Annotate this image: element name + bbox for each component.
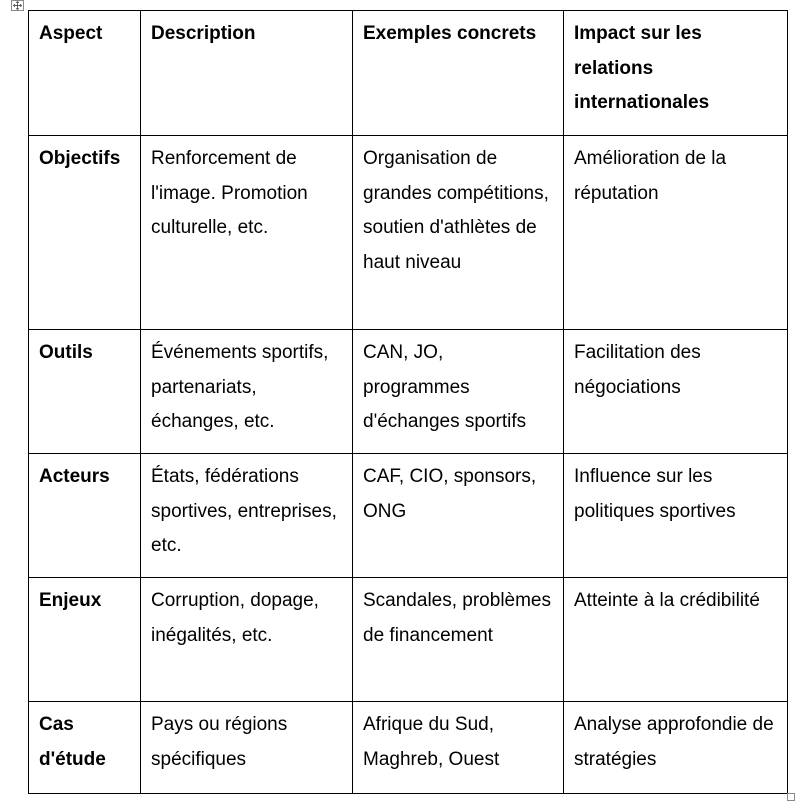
impact-text: Facilitation des négociations [574,342,701,398]
description-text: Pays ou régions spécifiques [151,714,288,770]
header-cell-impact[interactable] [564,11,788,136]
cell-impact[interactable] [564,330,788,454]
aspect-text: Objectifs [39,148,121,169]
cell-impact[interactable] [564,702,788,794]
content-table [28,10,788,794]
exemples-text: Scandales, problèmes de financement [363,590,551,646]
impact-text: Amélioration de la réputation [574,148,727,204]
header-cell-aspect[interactable] [29,11,141,136]
cell-description[interactable] [141,578,353,702]
cell-description[interactable] [141,136,353,330]
header-exemples-text: Exemples concrets [363,23,537,44]
header-cell-exemples[interactable] [353,11,564,136]
table-row [29,454,788,578]
cell-impact[interactable] [564,454,788,578]
aspect-text: Outils [39,342,93,363]
cell-exemples[interactable] [353,330,564,454]
impact-text: Analyse approfondie de stratégies [574,714,774,770]
aspect-text: Cas d'étude [39,714,106,770]
cell-aspect[interactable] [29,578,141,702]
cell-exemples[interactable] [353,702,564,794]
impact-text: Influence sur les politiques sportives [574,466,736,522]
header-impact-text: Impact sur les relations internationales [574,23,710,113]
aspect-text: Acteurs [39,466,110,487]
description-text: Renforcement de l'image. Promotion culturelle, etc. [151,148,308,238]
aspect-text: Enjeux [39,590,102,611]
cell-exemples[interactable] [353,454,564,578]
table-row [29,578,788,702]
cell-aspect[interactable] [29,702,141,794]
exemples-text: CAN, JO, programmes d'échanges sportifs [363,342,527,432]
cell-description[interactable] [141,702,353,794]
cell-description[interactable] [141,330,353,454]
cell-aspect[interactable] [29,454,141,578]
table-move-handle[interactable] [11,0,24,11]
cell-description[interactable] [141,454,353,578]
header-cell-description[interactable] [141,11,353,136]
exemples-text: Afrique du Sud, Maghreb, Ouest [363,714,500,770]
exemples-text: CAF, CIO, sponsors, ONG [363,466,537,522]
description-text: Corruption, dopage, inégalités, etc. [151,590,319,646]
cell-impact[interactable] [564,578,788,702]
description-text: États, fédérations sportives, entreprises, etc. [151,466,337,556]
table-row [29,330,788,454]
header-description-text: Description [151,23,256,44]
cell-exemples[interactable] [353,136,564,330]
header-aspect-text: Aspect [39,23,103,44]
exemples-text: Organisation de grandes compétitions, soutien d'athlètes de haut niveau [363,148,549,273]
cell-exemples[interactable] [353,578,564,702]
table-header-row [29,11,788,136]
cell-impact[interactable] [564,136,788,330]
table-resize-handle[interactable] [787,793,795,801]
table-row [29,136,788,330]
description-text: Événements sportifs, partenariats, échanges, etc. [151,342,329,432]
table-row [29,702,788,794]
cell-aspect[interactable] [29,136,141,330]
impact-text: Atteinte à la crédibilité [574,590,760,611]
move-arrows-icon [13,1,22,10]
cell-aspect[interactable] [29,330,141,454]
